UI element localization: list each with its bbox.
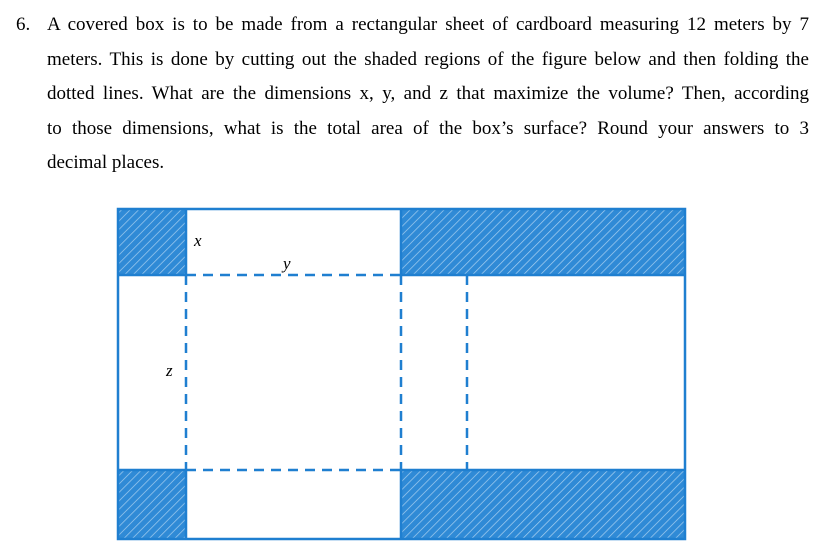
problem-line-3: dotted lines. What are the dimensions x, y, and z that maximize the volume? Then, according [47, 83, 809, 104]
problem-line-2: meters. This is done by cutting out the shaded regions of the figure below and then folding the [47, 48, 809, 70]
problem-line-5: decimal places. [47, 152, 165, 173]
label-z: z [166, 361, 173, 380]
shaded-region-top-left [118, 209, 186, 275]
problem-line-4: to those dimensions, what is the total area of the box’s surface? Round your answers to 3 [47, 117, 809, 139]
problem-number: 6. [16, 14, 31, 35]
problem-line-1: A covered box is to be made from a rectangular sheet of cardboard measuring 12 meters by 7 [47, 14, 809, 35]
label-x: x [194, 231, 202, 250]
label-y: y [283, 254, 291, 273]
shaded-region-bottom-left [118, 470, 186, 539]
shaded-region-bottom-right [401, 470, 685, 539]
shaded-region-top-right [401, 209, 685, 275]
